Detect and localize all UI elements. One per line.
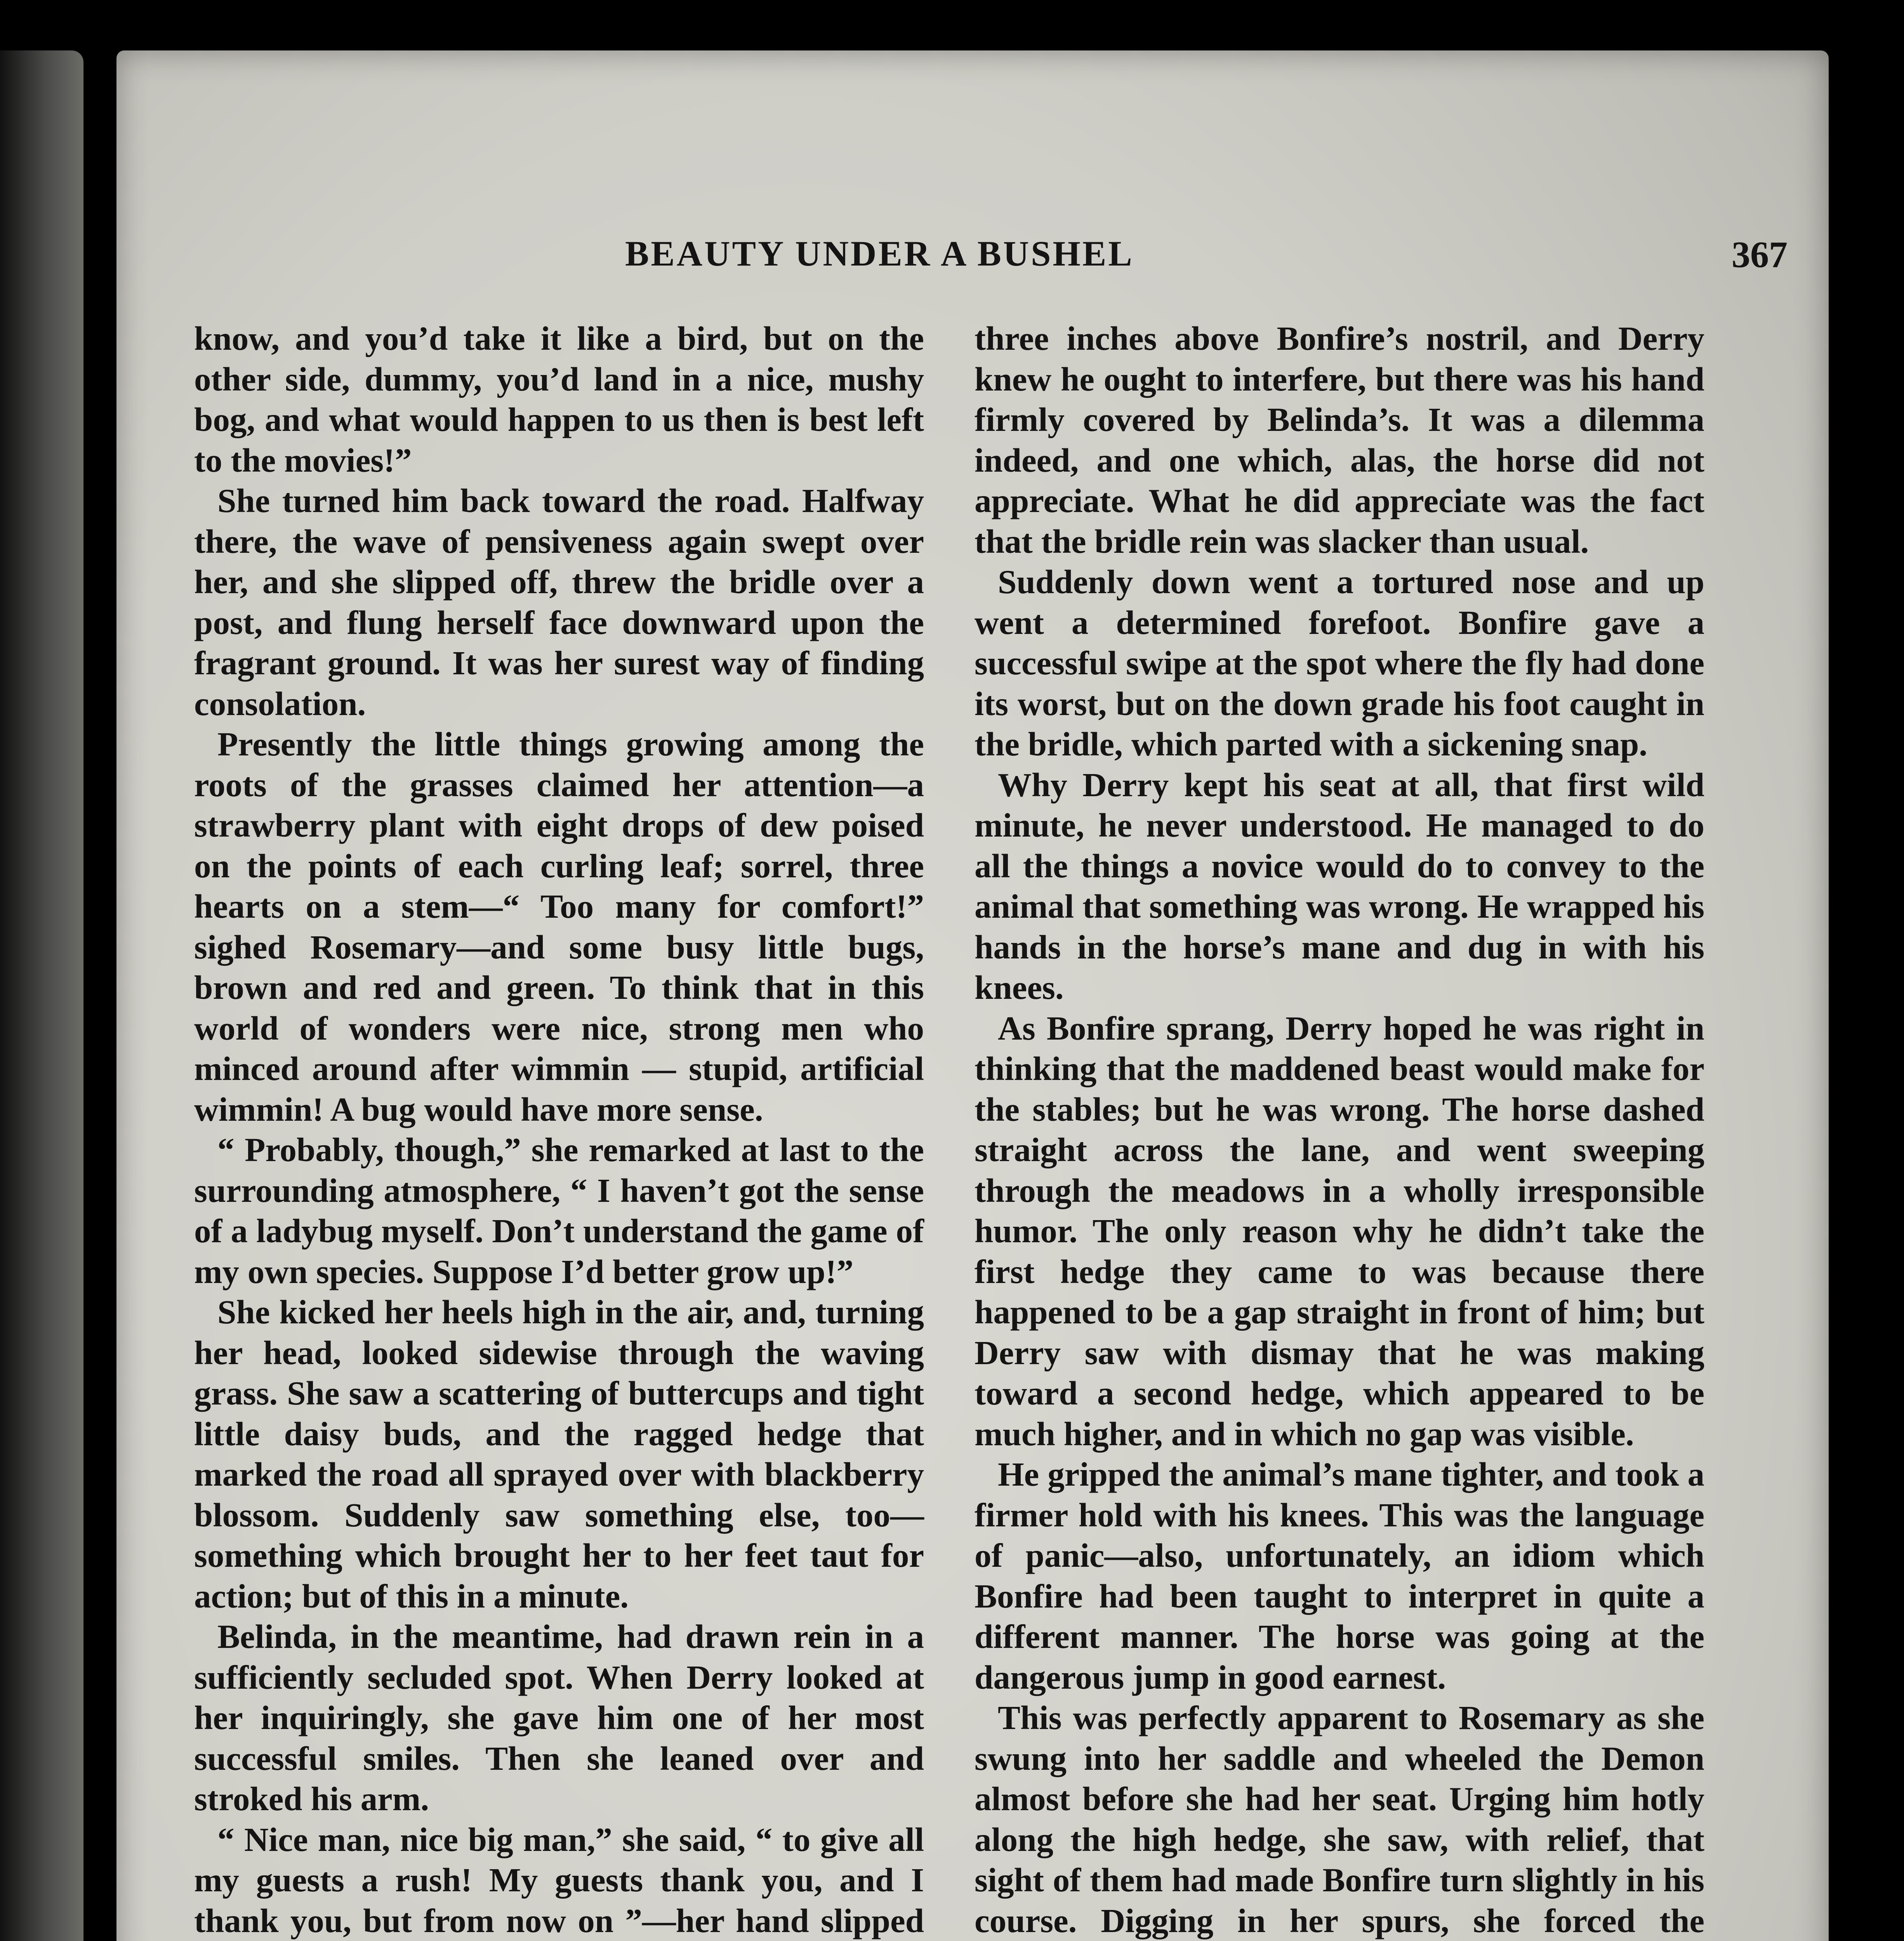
book-page: [116, 50, 1829, 1941]
paragraph: “ Probably, though,” she remarked at last to the surrounding atmosphere, “ I haven’t got the sense of a ladybug myself. Don’t understand the game of my own species. Suppose I’d better grow up!”: [194, 1131, 924, 1290]
paragraph: three inches above Bonfire’s nostril, and Derry knew he ought to interfere, but there was his hand firmly covered by Belinda’s. It was a dilemma indeed, and one which, alas, the horse did not appreciate. What he did appreciate was the fact that the bridle rein was slacker than usual.: [975, 319, 1704, 560]
paragraph: He gripped the animal’s mane tighter, and took a firmer hold with his knees. This was the language of panic—also, unfortunately, an idiom which Bonfire had been taught to interpret in quite a different manner. The horse was going at the dangerous jump in good earnest.: [975, 1455, 1704, 1696]
right-text-column: [975, 318, 1704, 1941]
page-number: 367: [1732, 234, 1788, 275]
left-text-column: [194, 318, 924, 1941]
paragraph: know, and you’d take it like a bird, but on the other side, dummy, you’d land in a nice, mushy bog, and what would happen to us then is best left to the movies!”: [194, 319, 924, 479]
paragraph: She turned him back toward the road. Halfway there, the wave of pensiveness again swept over her, and she slipped off, threw the bridle over a post, and flung herself face downward upon the fragrant ground. It was her surest way of finding consolation.: [194, 482, 924, 722]
paragraph: She kicked her heels high in the air, and, turning her head, looked sidewise through the waving grass. She saw a scattering of buttercups and tight little daisy buds, and the ragged hedge that marked the road all sprayed over with blackberry blossom. Suddenly saw something else, too—something which brought her to her feet taut for action; but of this in a minute.: [194, 1293, 924, 1615]
paragraph: This was perfectly apparent to Rosemary as she swung into her saddle and wheeled the Demon almost before she had her seat. Urging him hotly along the high hedge, she saw, with relief, that sight of them had made Bonfire turn slightly in his course. Digging in her spurs, she forced the: [975, 1699, 1704, 1939]
facing-page-edge: [0, 50, 83, 1941]
paragraph: “ Nice man, nice big man,” she said, “ to give all my guests a rush! My guests thank you, and I thank you, but from now on ”—her hand slipped: [194, 1820, 924, 1939]
running-title: BEAUTY UNDER A BUSHEL: [625, 234, 1134, 273]
paragraph: Presently the little things growing among the roots of the grasses claimed her attention—a strawberry plant with eight drops of dew poised on the points of each curling leaf; sorrel, three hearts on a stem—“ Too many for comfort!” sighed Rosemary—and some busy little bugs, brown and red and green. To think that in this world of wonders were nice, strong men who minced around after wimmin — stupid, artificial wimmin! A bug would have more sense.: [194, 725, 924, 1128]
paragraph: Belinda, in the meantime, had drawn rein in a sufficiently secluded spot. When Derry looked at her inquiringly, she gave him one of her most successful smiles. Then she leaned over and stroked his arm.: [194, 1618, 924, 1818]
paragraph: Suddenly down went a tortured nose and up went a determined forefoot. Bonfire gave a successful swipe at the spot where the fly had done its worst, but on the down grade his foot caught in the bridle, which parted with a sickening snap.: [975, 563, 1704, 763]
paragraph: As Bonfire sprang, Derry hoped he was right in thinking that the maddened beast would make for the stables; but he was wrong. The horse dashed straight across the lane, and went sweeping through the meadows in a wholly irresponsible humor. The only reason why he didn’t take the first hedge they came to was because there happened to be a gap straight in front of him; but Derry saw with dismay that he was making toward a second hedge, which appeared to be much higher, and in which no gap was visible.: [975, 1009, 1704, 1453]
paragraph: Why Derry kept his seat at all, that first wild minute, he never understood. He managed to do all the things a novice would do to convey to the animal that something was wrong. He wrapped his hands in the horse’s mane and dug in with his knees.: [975, 766, 1704, 1006]
